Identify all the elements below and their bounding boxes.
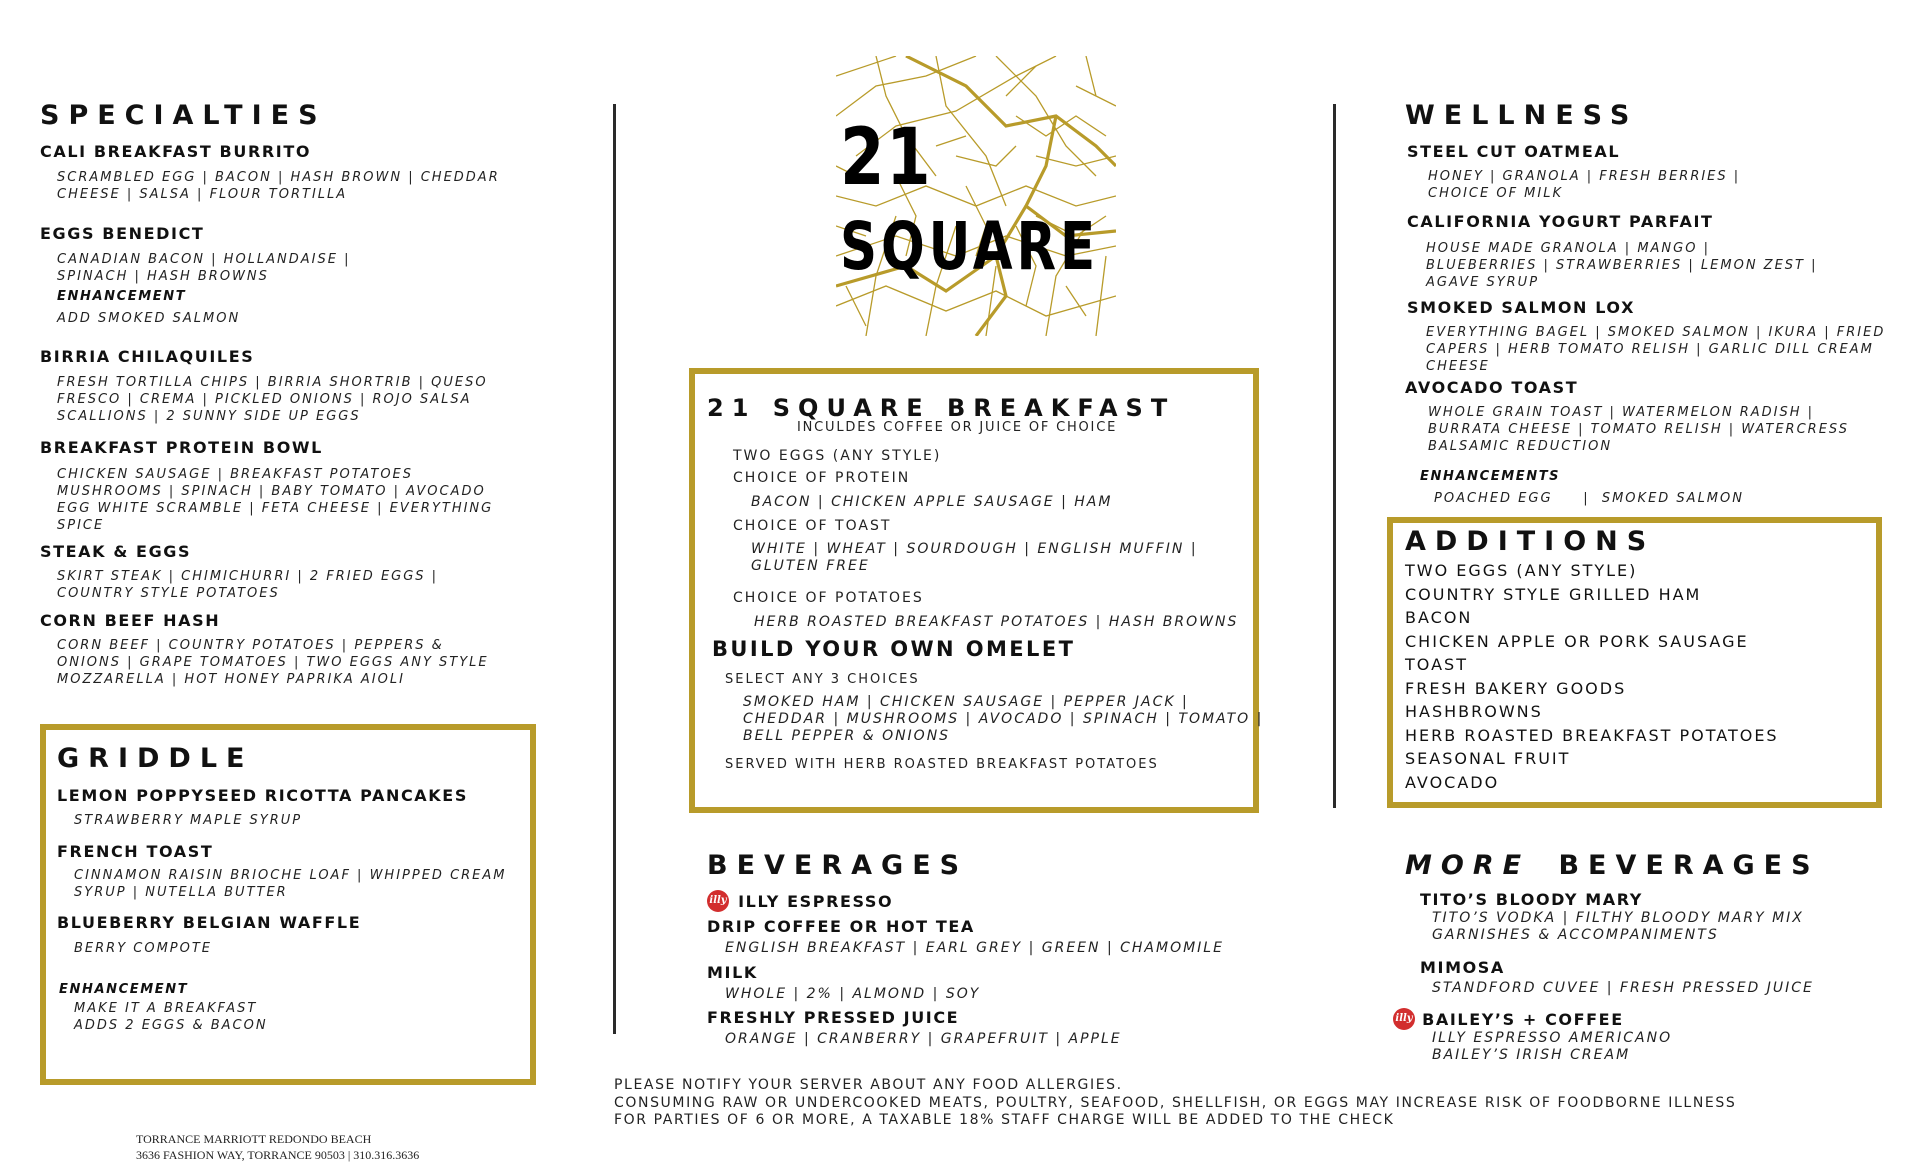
hotel-street: 3636 FASHION WAY, TORRANCE 90503 | 310.316.3636 [136, 1148, 420, 1162]
menu-item-desc: TITO’S VODKA | FILTHY BLOODY MARY MIX GARNISHES & ACCOMPANIMENTS [1432, 910, 1804, 943]
more-beverages-heading-em: MORE [1405, 850, 1531, 881]
hotel-name: TORRANCE MARRIOTT REDONDO BEACH [136, 1132, 372, 1146]
illy-logo-icon: illy [1393, 1008, 1415, 1030]
enhancement-text: ADD SMOKED SALMON [57, 311, 241, 326]
addition-item: AVOCADO [1405, 772, 1500, 792]
addition-item: FRESH BAKERY GOODS [1405, 678, 1627, 698]
menu-item-desc: ENGLISH BREAKFAST | EARL GREY | GREEN | CHAMOMILE [725, 940, 1224, 956]
allergy-notice: PLEASE NOTIFY YOUR SERVER ABOUT ANY FOOD ALLERGIES. CONSUMING RAW OR UNDERCOOKED MEATS, POULTRY, SEAFOOD, SHELLFISH, OR EGGS MAY INCREASE RISK OF FOODBORNE ILLNESS FOR PARTIES OF 6 OR MORE, A TAXABLE 18% STAFF CHARGE WILL BE ADDED TO THE CHECK [614, 1077, 1737, 1128]
enhancement-label: ENHANCEMENT [57, 289, 187, 304]
menu-item-desc: SCRAMBLED EGG | BACON | HASH BROWN | CHEDDAR CHEESE | SALSA | FLOUR TORTILLA [57, 170, 500, 202]
beverages-heading: BEVERAGES [707, 850, 969, 881]
omelet-heading: BUILD YOUR OWN OMELET [712, 637, 1076, 661]
menu-item-desc: CORN BEEF | COUNTRY POTATOES | PEPPERS & ONIONS | GRAPE TOMATOES | TWO EGGS ANY STYLE MOZZARELLA | HOT HONEY PAPRIKA AIOLI [57, 638, 489, 687]
menu-item-desc: STRAWBERRY MAPLE SYRUP [74, 813, 303, 828]
griddle-heading: GRIDDLE [57, 743, 254, 774]
menu-item-name: AVOCADO TOAST [1405, 378, 1579, 397]
enhancements-label: ENHANCEMENTS [1420, 469, 1561, 484]
divider-right [1333, 104, 1336, 808]
menu-item-desc: ORANGE | CRANBERRY | GRAPEFRUIT | APPLE [725, 1031, 1122, 1047]
menu-item-name: BREAKFAST PROTEIN BOWL [40, 438, 323, 457]
breakfast-heading: 21 SQUARE BREAKFAST [707, 394, 1176, 422]
menu-item-desc: WHOLE | 2% | ALMOND | SOY [725, 986, 981, 1002]
menu-item-name: LEMON POPPYSEED RICOTTA PANCAKES [57, 786, 468, 805]
menu-item-desc: EVERYTHING BAGEL | SMOKED SALMON | IKURA | FRIED CAPERS | HERB TOMATO RELISH | GARLIC DILL CREAM CHEESE [1426, 325, 1886, 374]
menu-item-desc: CANADIAN BACON | HOLLANDAISE | SPINACH | HASH BROWNS [57, 252, 351, 284]
breakfast-potatoes: HERB ROASTED BREAKFAST POTATOES | HASH BROWNS [754, 614, 1239, 630]
menu-item-name: MIMOSA [1420, 958, 1505, 977]
additions-list [1405, 559, 1779, 794]
menu-item-desc: FRESH TORTILLA CHIPS | BIRRIA SHORTRIB | QUESO FRESCO | CREMA | PICKLED ONIONS | ROJO SALSA SCALLIONS | 2 SUNNY SIDE UP EGGS [57, 375, 488, 424]
menu-item-name: BAILEY’S + COFFEE [1422, 1009, 1624, 1029]
menu-item-name: MILK [707, 963, 758, 982]
addition-item: COUNTRY STYLE GRILLED HAM [1405, 584, 1702, 604]
menu-item-name: BIRRIA CHILAQUILES [40, 347, 255, 366]
logo [836, 56, 1116, 336]
breakfast-protein: BACON | CHICKEN APPLE SAUSAGE | HAM [751, 494, 1113, 510]
menu-item-desc: WHOLE GRAIN TOAST | WATERMELON RADISH | BURRATA CHEESE | TOMATO RELISH | WATERCRESS BALSAMIC REDUCTION [1428, 405, 1849, 454]
menu-item-desc: HONEY | GRANOLA | FRESH BERRIES | CHOICE OF MILK [1428, 169, 1741, 201]
menu-item-name: ILLY ESPRESSO [738, 891, 894, 911]
logo-number: 21 [840, 113, 933, 203]
menu-item-name: EGGS BENEDICT [40, 224, 205, 243]
addition-item: SEASONAL FRUIT [1405, 749, 1571, 768]
menu-item-name: STEAK & EGGS [40, 542, 192, 561]
menu-item-name: SMOKED SALMON LOX [1407, 298, 1636, 317]
menu-item-name: STEEL CUT OATMEAL [1407, 142, 1621, 161]
omelet-choices: SMOKED HAM | CHICKEN SAUSAGE | PEPPER JACK | CHEDDAR | MUSHROOMS | AVOCADO | SPINACH | TOMATO | BELL PEPPER & ONIONS [743, 694, 1264, 744]
menu-item-name: FRENCH TOAST [57, 842, 214, 861]
enhancement-text: MAKE IT A BREAKFAST ADDS 2 EGGS & BACON [74, 1001, 268, 1033]
enhancements-text: POACHED EGG | SMOKED SALMON [1434, 491, 1744, 506]
menu-item-desc: SKIRT STEAK | CHIMICHURRI | 2 FRIED EGGS | COUNTRY STYLE POTATOES [57, 569, 439, 601]
beverage-item [707, 890, 893, 912]
menu-item-desc: CINNAMON RAISIN BRIOCHE LOAF | WHIPPED CREAM SYRUP | NUTELLA BUTTER [74, 868, 507, 900]
beverage-item [1393, 1008, 1624, 1030]
menu-item-desc: HOUSE MADE GRANOLA | MANGO | BLUEBERRIES | STRAWBERRIES | LEMON ZEST | AGAVE SYRUP [1426, 241, 1818, 290]
addition-item: BACON [1405, 608, 1473, 627]
more-beverages-heading-main: BEVERAGES [1558, 850, 1820, 881]
menu-item-name: FRESHLY PRESSED JUICE [707, 1008, 960, 1027]
breakfast-toast: WHITE | WHEAT | SOURDOUGH | ENGLISH MUFFIN | GLUTEN FREE [751, 541, 1198, 574]
breakfast-toast-label: CHOICE OF TOAST [733, 518, 892, 534]
more-beverages-heading [1405, 850, 1820, 881]
addition-item: HASHBROWNS [1405, 702, 1543, 721]
additions-heading: ADDITIONS [1405, 526, 1656, 557]
menu-item-desc: BERRY COMPOTE [74, 941, 213, 956]
breakfast-subtitle: INCULDES COFFEE OR JUICE OF CHOICE [797, 420, 1118, 435]
omelet-select: SELECT ANY 3 CHOICES [725, 672, 920, 687]
wellness-heading: WELLNESS [1405, 100, 1639, 131]
breakfast-protein-label: CHOICE OF PROTEIN [733, 470, 911, 486]
illy-logo-icon: illy [707, 890, 729, 912]
menu-item-name: TITO’S BLOODY MARY [1420, 890, 1643, 909]
addition-item: CHICKEN APPLE OR PORK SAUSAGE [1405, 631, 1749, 651]
addition-item: HERB ROASTED BREAKFAST POTATOES [1405, 725, 1779, 745]
breakfast-eggs: TWO EGGS (ANY STYLE) [733, 448, 942, 464]
menu-item-desc: STANDFORD CUVEE | FRESH PRESSED JUICE [1432, 980, 1814, 996]
menu-item-desc: ILLY ESPRESSO AMERICANO BAILEY’S IRISH CREAM [1432, 1030, 1673, 1063]
specialties-heading: SPECIALTIES [40, 100, 327, 131]
menu-item-desc: CHICKEN SAUSAGE | BREAKFAST POTATOES MUSHROOMS | SPINACH | BABY TOMATO | AVOCADO EGG WHITE SCRAMBLE | FETA CHEESE | EVERYTHING SPICE [57, 467, 494, 533]
menu-item-name: BLUEBERRY BELGIAN WAFFLE [57, 913, 362, 932]
breakfast-potatoes-label: CHOICE OF POTATOES [733, 590, 924, 606]
logo-word: SQUARE [840, 208, 1100, 285]
addition-item: TWO EGGS (ANY STYLE) [1405, 561, 1638, 580]
hotel-address [136, 1131, 419, 1163]
divider-left [613, 104, 616, 1034]
menu-item-name: DRIP COFFEE OR HOT TEA [707, 917, 975, 936]
omelet-served: SERVED WITH HERB ROASTED BREAKFAST POTATOES [725, 757, 1159, 772]
menu-item-name: CALI BREAKFAST BURRITO [40, 142, 312, 161]
enhancement-label: ENHANCEMENT [59, 982, 189, 997]
addition-item: TOAST [1405, 655, 1468, 674]
menu-item-name: CORN BEEF HASH [40, 611, 221, 630]
menu-item-name: CALIFORNIA YOGURT PARFAIT [1407, 212, 1714, 231]
